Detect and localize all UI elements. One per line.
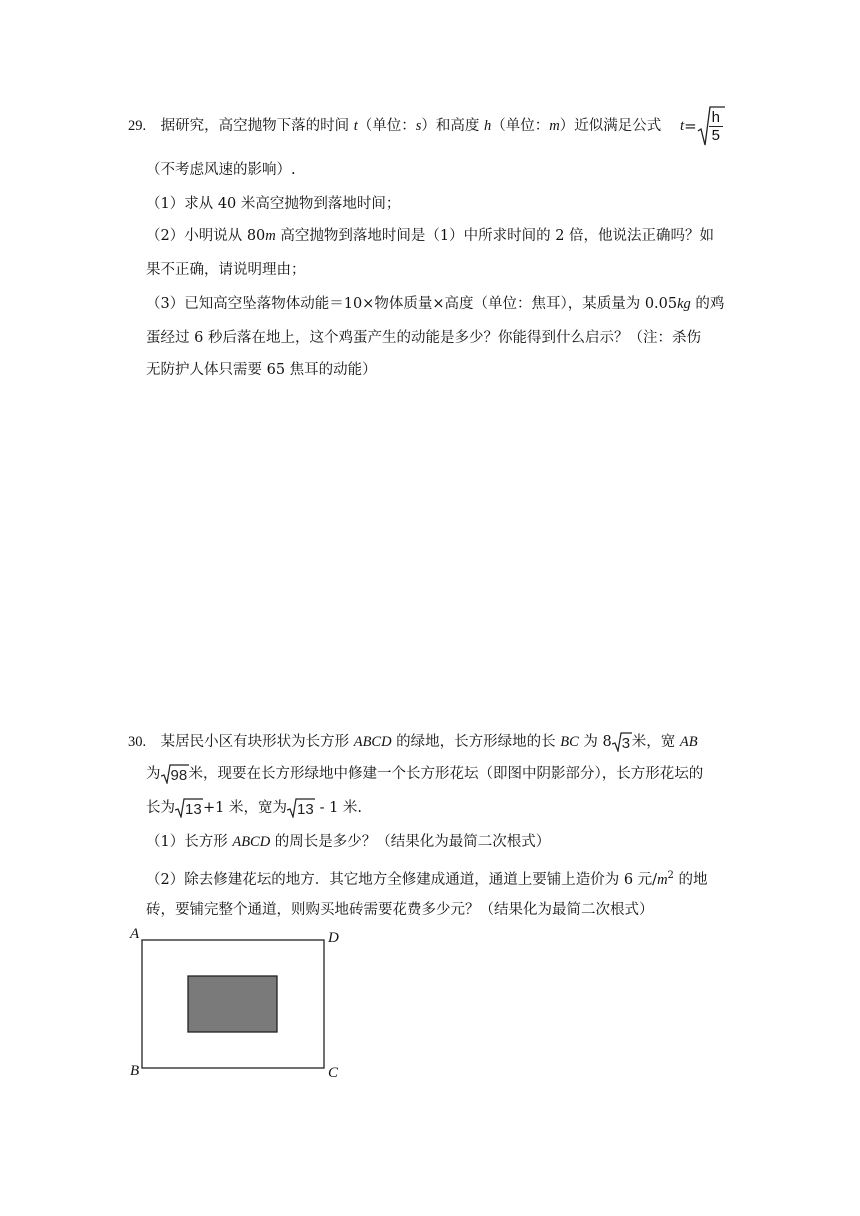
q30-part2-sup: 2	[667, 870, 674, 881]
q30-l2-sqrt	[161, 764, 189, 784]
q30-l3-c: - 1 米.	[314, 800, 363, 816]
q29-line2: （不考虑风速的影响）.	[146, 162, 296, 178]
q30-l3-a: 长为	[146, 800, 175, 816]
q30-l1-ab: AB	[679, 734, 698, 750]
q29-unit-m: m	[549, 118, 560, 134]
q29-part2-b: 高空抛物到落地时间是（1）中所求时间的 2 倍，他说法正确吗？如	[275, 228, 715, 244]
rectangle-figure	[128, 928, 348, 1084]
q29-part1: （1）求从 40 米高空抛物到落地时间；	[146, 196, 401, 212]
q29-part2-a: （2）小明说从 80	[146, 228, 266, 244]
q29-number: 29.	[128, 118, 147, 134]
q30-l1-abcd: ABCD	[353, 734, 392, 750]
q29-part3-unit: kg	[677, 296, 691, 312]
q30-part2-a: （2）除去修建花坛的地方．其它地方全修建成通道，通道上要铺上造价为 6 元/	[146, 871, 658, 888]
q30-part2-line2: 砖，要铺完整个通道，则购买地砖需要花费多少元？（结果化为最简二次根式）	[146, 902, 654, 918]
q30-l2-a: 为	[146, 766, 161, 782]
q30-part2-b: 的地	[673, 871, 708, 888]
q30-l1-b: 的绿地，长方形绿地的长	[391, 734, 561, 750]
q29-intro-a: 据研究，高空抛物下落的时间	[160, 118, 354, 134]
q29-intro-b: （单位：	[357, 118, 416, 134]
rectangle-diagram	[128, 928, 348, 1080]
label-d: D	[328, 930, 339, 946]
q30-l3-radicand2: 13	[296, 801, 314, 818]
q30-part1	[146, 832, 550, 852]
q30-l1-radicand: 3	[621, 735, 631, 752]
q30-l3-radicand1: 13	[185, 801, 202, 818]
q30-number: 30.	[128, 734, 147, 750]
flower-bed-shaded	[188, 976, 277, 1032]
q29-part3-line2: 蛋经过 6 秒后落在地上，这个鸡蛋产生的动能是多少？你能得到什么启示？（注：杀伤	[146, 330, 701, 346]
q30-l2-b: 米，现要在长方形绿地中修建一个长方形花坛（即图中阴影部分），长方形花坛的	[188, 766, 704, 782]
q29-intro-e: ）近似满足公式	[559, 118, 662, 134]
q30-line3	[146, 798, 362, 818]
q29-part3-a: （3）已知高空坠落物体动能＝10×物体质量×高度（单位：焦耳），某质量为 0.05	[146, 296, 678, 312]
label-b: B	[130, 1063, 140, 1079]
q30-line1	[128, 732, 698, 752]
q30-l1-bc: BC	[560, 734, 579, 750]
q30-part1-a: （1）长方形	[146, 834, 233, 850]
q29-formula-num: h	[711, 109, 720, 126]
q30-l1-c: 为 8	[578, 734, 612, 750]
q29-part3	[146, 294, 724, 314]
q29-formula-radical	[697, 105, 725, 147]
q29-formula-lhs: t	[680, 117, 685, 134]
q29-part2	[146, 226, 714, 246]
q30-part1-b: 的周长是多少？（结果化为最简二次根式）	[270, 834, 551, 850]
q30-part2	[146, 866, 708, 890]
q30-line2	[146, 764, 703, 784]
q29-part2-unit: m	[265, 228, 276, 244]
q29-part3-line3: 无防护人体只需要 65 焦耳的动能）	[146, 362, 377, 378]
q30-part2-unit: m	[657, 871, 668, 888]
q29-intro-c: ）和高度	[421, 118, 485, 134]
q29-formula	[680, 104, 725, 148]
q29-intro-d: （单位：	[491, 118, 550, 134]
q29-line1	[128, 116, 661, 136]
q30-part1-abcd: ABCD	[232, 834, 271, 850]
q30-l1-a: 某居民小区有块形状为长方形	[160, 734, 354, 750]
q30-l1-d: 米，宽	[631, 734, 680, 750]
q29-part3-b: 的鸡	[690, 296, 725, 312]
q30-l3-b: +1 米，宽为	[203, 800, 287, 816]
q29-formula-fraction	[709, 109, 723, 144]
label-a: A	[130, 926, 140, 942]
q30-l1-sqrt	[612, 732, 632, 752]
q29-formula-eq: =	[684, 117, 697, 135]
label-c: C	[328, 1065, 339, 1081]
q29-unit-s: s	[415, 118, 422, 134]
q29-var-t: t	[353, 118, 358, 134]
q29-var-h: h	[484, 118, 492, 134]
q30-l3-sqrt1	[175, 798, 203, 818]
q30-l2-radicand: 98	[170, 767, 188, 784]
q30-l3-sqrt2	[287, 798, 315, 818]
q29-part2-line2: 果不正确，请说明理由；	[146, 262, 306, 278]
q29-formula-den: 5	[711, 127, 720, 144]
